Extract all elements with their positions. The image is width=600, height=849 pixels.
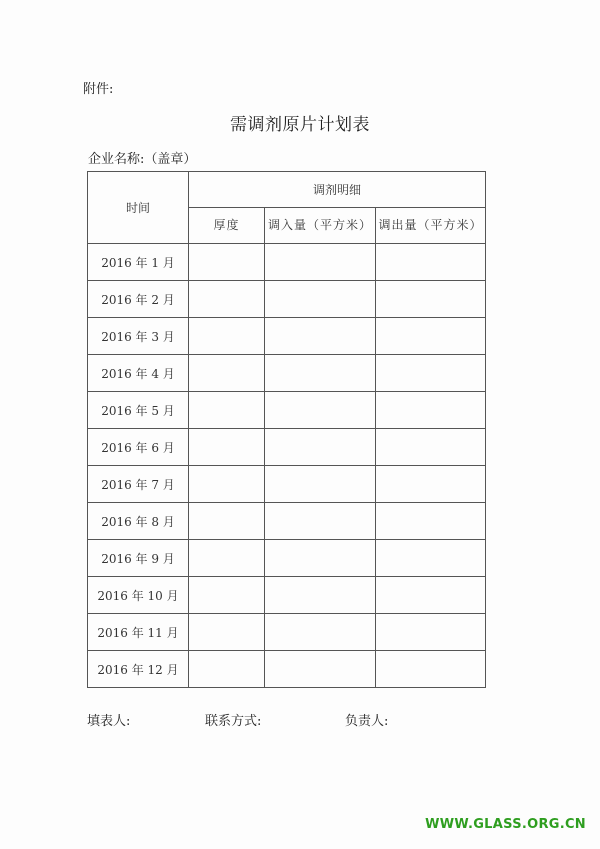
thickness-cell[interactable] xyxy=(189,540,265,577)
thickness-cell[interactable] xyxy=(189,392,265,429)
month-cell: 2016 年 5 月 xyxy=(88,392,189,429)
transfer-out-cell[interactable] xyxy=(376,392,486,429)
document-title: 需调剂原片计划表 xyxy=(230,115,370,135)
table-row xyxy=(88,577,486,614)
transfer-in-cell[interactable] xyxy=(265,540,376,577)
attachment-label: 附件: xyxy=(83,82,114,97)
table-row xyxy=(88,281,486,318)
transfer-in-cell[interactable] xyxy=(265,355,376,392)
thickness-cell[interactable] xyxy=(189,503,265,540)
transfer-in-cell[interactable] xyxy=(265,651,376,688)
month-cell: 2016 年 2 月 xyxy=(88,281,189,318)
thickness-cell[interactable] xyxy=(189,281,265,318)
transfer-in-cell[interactable] xyxy=(265,503,376,540)
transfer-out-cell[interactable] xyxy=(376,540,486,577)
transfer-out-cell[interactable] xyxy=(376,466,486,503)
transfer-in-header: 调入量（平方米） xyxy=(265,208,376,244)
transfer-in-cell[interactable] xyxy=(265,392,376,429)
month-cell: 2016 年 10 月 xyxy=(88,577,189,614)
transfer-in-cell[interactable] xyxy=(265,281,376,318)
table-row xyxy=(88,392,486,429)
month-cell: 2016 年 6 月 xyxy=(88,429,189,466)
month-cell: 2016 年 11 月 xyxy=(88,614,189,651)
transfer-out-cell[interactable] xyxy=(376,355,486,392)
month-cell: 2016 年 12 月 xyxy=(88,651,189,688)
transfer-in-cell[interactable] xyxy=(265,466,376,503)
thickness-cell[interactable] xyxy=(189,614,265,651)
thickness-header: 厚度 xyxy=(189,208,265,244)
thickness-cell[interactable] xyxy=(189,577,265,614)
responsible-label: 负责人: xyxy=(345,714,389,729)
transfer-in-cell[interactable] xyxy=(265,244,376,281)
preparer-label: 填表人: xyxy=(87,714,131,729)
thickness-cell[interactable] xyxy=(189,244,265,281)
transfer-out-cell[interactable] xyxy=(376,281,486,318)
time-header: 时间 xyxy=(88,172,189,244)
table-row xyxy=(88,355,486,392)
table-row xyxy=(88,466,486,503)
detail-header: 调剂明细 xyxy=(189,172,486,208)
table-row xyxy=(88,244,486,281)
transfer-in-cell[interactable] xyxy=(265,614,376,651)
thickness-cell[interactable] xyxy=(189,355,265,392)
transfer-out-cell[interactable] xyxy=(376,577,486,614)
table-row xyxy=(88,429,486,466)
thickness-cell[interactable] xyxy=(189,429,265,466)
transfer-out-cell[interactable] xyxy=(376,503,486,540)
table-row xyxy=(88,540,486,577)
transfer-in-cell[interactable] xyxy=(265,429,376,466)
plan-table xyxy=(87,171,486,688)
company-name-label: 企业名称:（盖章） xyxy=(88,152,197,167)
transfer-in-cell[interactable] xyxy=(265,577,376,614)
month-cell: 2016 年 3 月 xyxy=(88,318,189,355)
table-row xyxy=(88,651,486,688)
table-row xyxy=(88,614,486,651)
transfer-out-cell[interactable] xyxy=(376,614,486,651)
transfer-out-cell[interactable] xyxy=(376,429,486,466)
transfer-out-cell[interactable] xyxy=(376,318,486,355)
thickness-cell[interactable] xyxy=(189,318,265,355)
transfer-out-header: 调出量（平方米） xyxy=(376,208,486,244)
month-cell: 2016 年 1 月 xyxy=(88,244,189,281)
month-cell: 2016 年 8 月 xyxy=(88,503,189,540)
transfer-out-cell[interactable] xyxy=(376,651,486,688)
site-watermark: WWW.GLASS.ORG.CN xyxy=(425,817,586,832)
month-cell: 2016 年 7 月 xyxy=(88,466,189,503)
thickness-cell[interactable] xyxy=(189,466,265,503)
contact-label: 联系方式: xyxy=(205,714,262,729)
month-cell: 2016 年 4 月 xyxy=(88,355,189,392)
table-row xyxy=(88,503,486,540)
transfer-in-cell[interactable] xyxy=(265,318,376,355)
thickness-cell[interactable] xyxy=(189,651,265,688)
table-row xyxy=(88,318,486,355)
month-cell: 2016 年 9 月 xyxy=(88,540,189,577)
transfer-out-cell[interactable] xyxy=(376,244,486,281)
